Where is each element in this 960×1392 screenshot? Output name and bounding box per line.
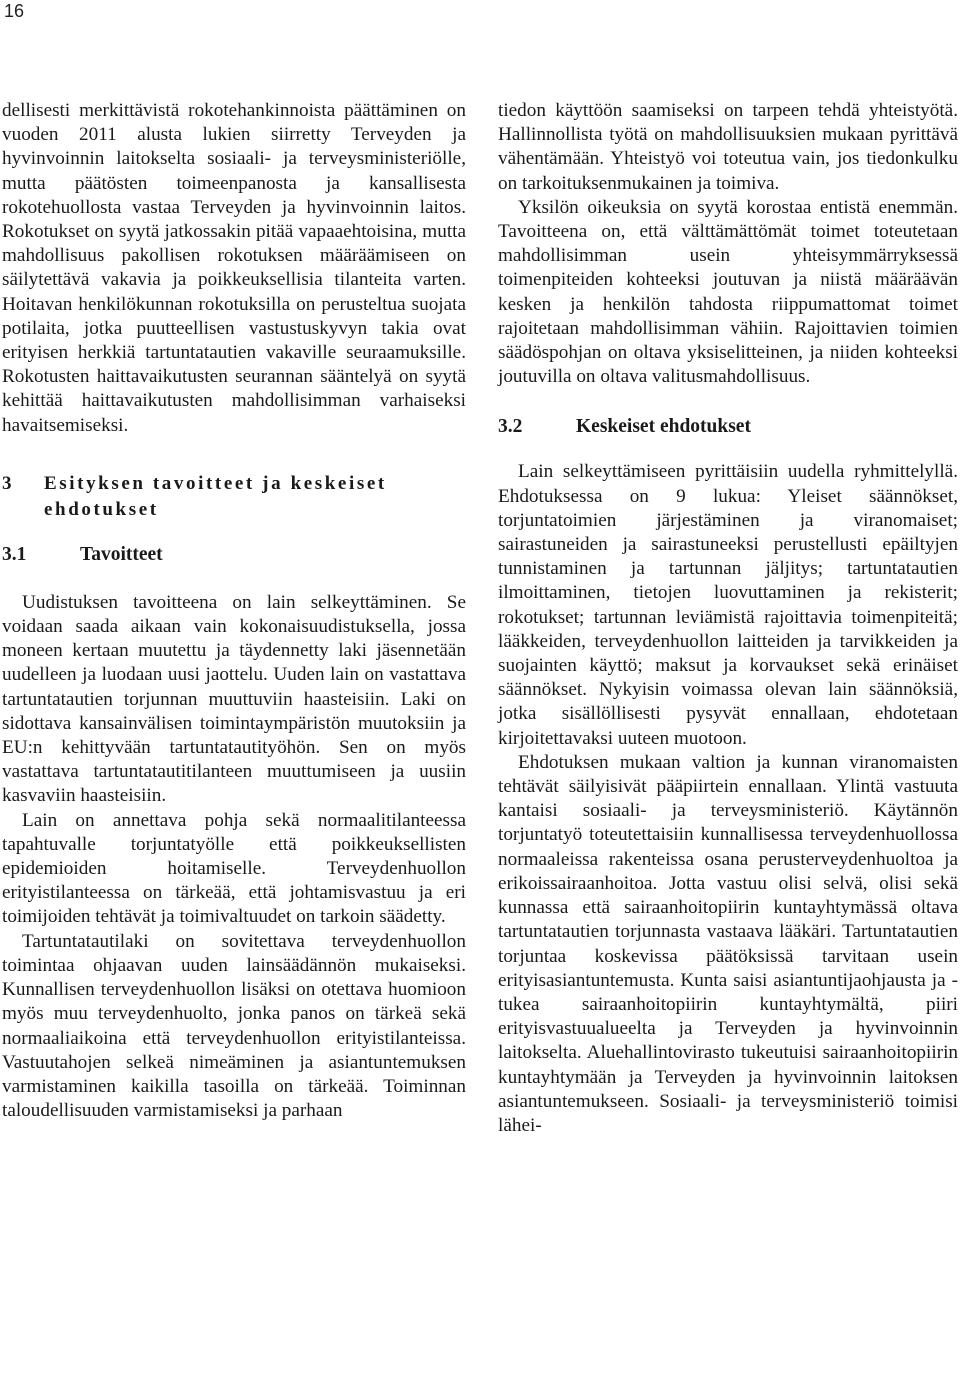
section-number: 3 xyxy=(2,472,15,494)
paragraph: Lain selkeyttämiseen pyrittäisiin uudella ryhmittelyllä. Ehdotuksessa on 9 lukua: Yleiset säännökset, torjuntatoimien järjestäminen ja viranomaiset; sairastuneiden ja sairastuneeksi perustellusti epäiltyjen tunnistaminen ja tartunnan jäljitys; tartuntatautien ilmoittaminen, tietojen luovuttaminen ja rekisterit; rokotukset; tartunnan leviämistä rajoittavia toimenpiteitä; lääkkeiden, terveydenhuollon laitteiden ja tarvikkeiden ja suojainten käyttö; maksut ja korvaukset sekä erinäiset säännökset. Nykyisin voimassa olevan lain säännöksiä, jotka sisällöllisesti pysyvät ennallaan, ehdotetaan kirjoitettavaksi uuteen muotoon. xyxy=(498,461,958,749)
subsection-number: 3.2 xyxy=(498,416,523,438)
left-column xyxy=(2,99,466,1123)
paragraph: Uudistuksen tavoitteena on lain selkeyttäminen. Se voidaan saada aikaan vain kokonaisuudistuksella, jossa moneen kertaan muutettu ja täydennetty laki jäsennetään uudelleen ja luodaan uusi jaottelu. Uuden lain on vastattava tartuntatautien torjunnan muuttuviin haasteisiin. Laki on sidottava kansainvälisen toimintaympäristön muutoksiin ja EU:n kehittyvään tartuntatautityöhön. Sen on myös vastattava tartuntatautitilanteen muuttumiseen ja uusiin kasvaviin haasteisiin. xyxy=(2,591,466,807)
subsection-heading xyxy=(2,543,466,567)
paragraph: Yksilön oikeuksia on syytä korostaa entistä enemmän. Tavoitteena on, että välttämättömät toimet toteutetaan mahdollisimman usein yhteisymmärryksessä toimenpiteiden kohteeksi joutuvan ja niistä määräävän kesken ja henkilön tahdosta riippumattomat toimet rajoitetaan mahdollisimman vähiin. Rajoittavien toimien säädöspohjan on oltava yksiselitteinen, ja niiden kohteeksi joutuvilla on oltava valitusmahdollisuus. xyxy=(498,196,958,388)
section-heading xyxy=(2,471,466,523)
section-title: Esityksen tavoitteet ja keskeiset ehdotukset xyxy=(44,472,387,520)
paragraph: Ehdotuksen mukaan valtion ja kunnan viranomaisten tehtävät säilyisivät pääpiirtein ennallaan. Ylintä vastuuta kantaisi sosiaali- ja terveysministeriö. Käytännön torjuntatyö toteutettaisiin kunnallisessa terveydenhuollossa normaaleissa rakenteissa osana perusterveydenhuoltoa ja erikoissairaanhoitoa. Jotta vastuu olisi selvä, olisi sekä kunnassa että sairaanhoitopiirin kuntayhtymässä oltava tartuntatautien torjunnasta vastaava lääkäri. Tartuntatautien torjuntaa koskevissa päätöksissä tarvitaan usein erityisasiantuntemusta. Kunta saisi asiantuntijaohjausta ja -tukea sairaanhoitopiirin kuntayhtymältä, piiri erityisvastuualueelta ja Terveyden ja hyvinvoinnin laitokselta. Aluehallintovirasto tukeutuisi sairaanhoitopiirin kuntayhtymään ja Terveyden ja hyvinvoinnin laitoksen asiantuntemukseen. Sosiaali- ja terveysministeriö toimisi lähei- xyxy=(498,751,958,1136)
subsection-title: Keskeiset ehdotukset xyxy=(576,416,751,438)
right-column xyxy=(498,99,958,1138)
subsection-number: 3.1 xyxy=(2,543,27,565)
paragraph: Lain on annettava pohja sekä normaalitilanteessa tapahtuvalle torjuntatyölle että poikkeuksellisten epidemioiden hoitamiselle. Terveydenhuollon erityistilanteessa on tärkeää, että johtamisvastuu ja eri toimijoiden tehtävät ja toimivaltuudet on tarkoin säädetty. xyxy=(2,809,466,928)
subsection-title: Tavoitteet xyxy=(80,543,163,565)
page-number: 16 xyxy=(4,1,25,21)
paragraph: Tartuntatautilaki on sovitettava terveydenhuollon toimintaa ohjaavan uuden lainsäädännön mukaiseksi. Kunnallisen terveydenhuollon lisäksi on otettava huomioon myös muu terveydenhuolto, jonka panos on tärkeä sekä normaaliaikoina että terveydenhuollon erityistilanteissa. Vastuutahojen selkeä nimeäminen ja asiantuntemuksen varmistaminen kaikilla tasoilla on tärkeää. Toiminnan taloudellisuuden varmistamiseksi ja parhaan xyxy=(2,930,466,1122)
paragraph: dellisesti merkittävistä rokotehankinnoista päättäminen on vuoden 2011 alusta lukien siirretty Terveyden ja hyvinvoinnin laitokselta sosiaali- ja terveysministeriölle, mutta päätösten toimeenpanosta ja kansallisesta rokotehuollosta vastaa Terveyden ja hyvinvoinnin laitos. Rokotukset on syytä jatkossakin pitää vapaaehtoisina, mutta mahdollisuus pakollisen rokotuksen määräämiseen on säilytettävä vakavia ja poikkeuksellisia tilanteita varten. Hoitavan henkilökunnan rokotuksilla on perusteltua suojata potilaita, jotka puutteellisen vastustuskyvyn takia ovat erityisen herkkiä tartuntatautien vakaville seuraamuksille. Rokotusten haittavaikutusten seurannan sääntelyä on syytä kehittää haittavaikutusten mahdollisimman varhaiseksi havaitsemiseksi. xyxy=(2,100,466,436)
subsection-heading xyxy=(498,415,958,439)
paragraph: tiedon käyttöön saamiseksi on tarpeen tehdä yhteistyötä. Hallinnollista työtä on mahdollisuuksien mukaan pyrittävä vähentämään. Yhteistyö voi toteutua vain, jos tiedonkulku on tarkoituksenmukainen ja toimiva. xyxy=(498,100,958,194)
